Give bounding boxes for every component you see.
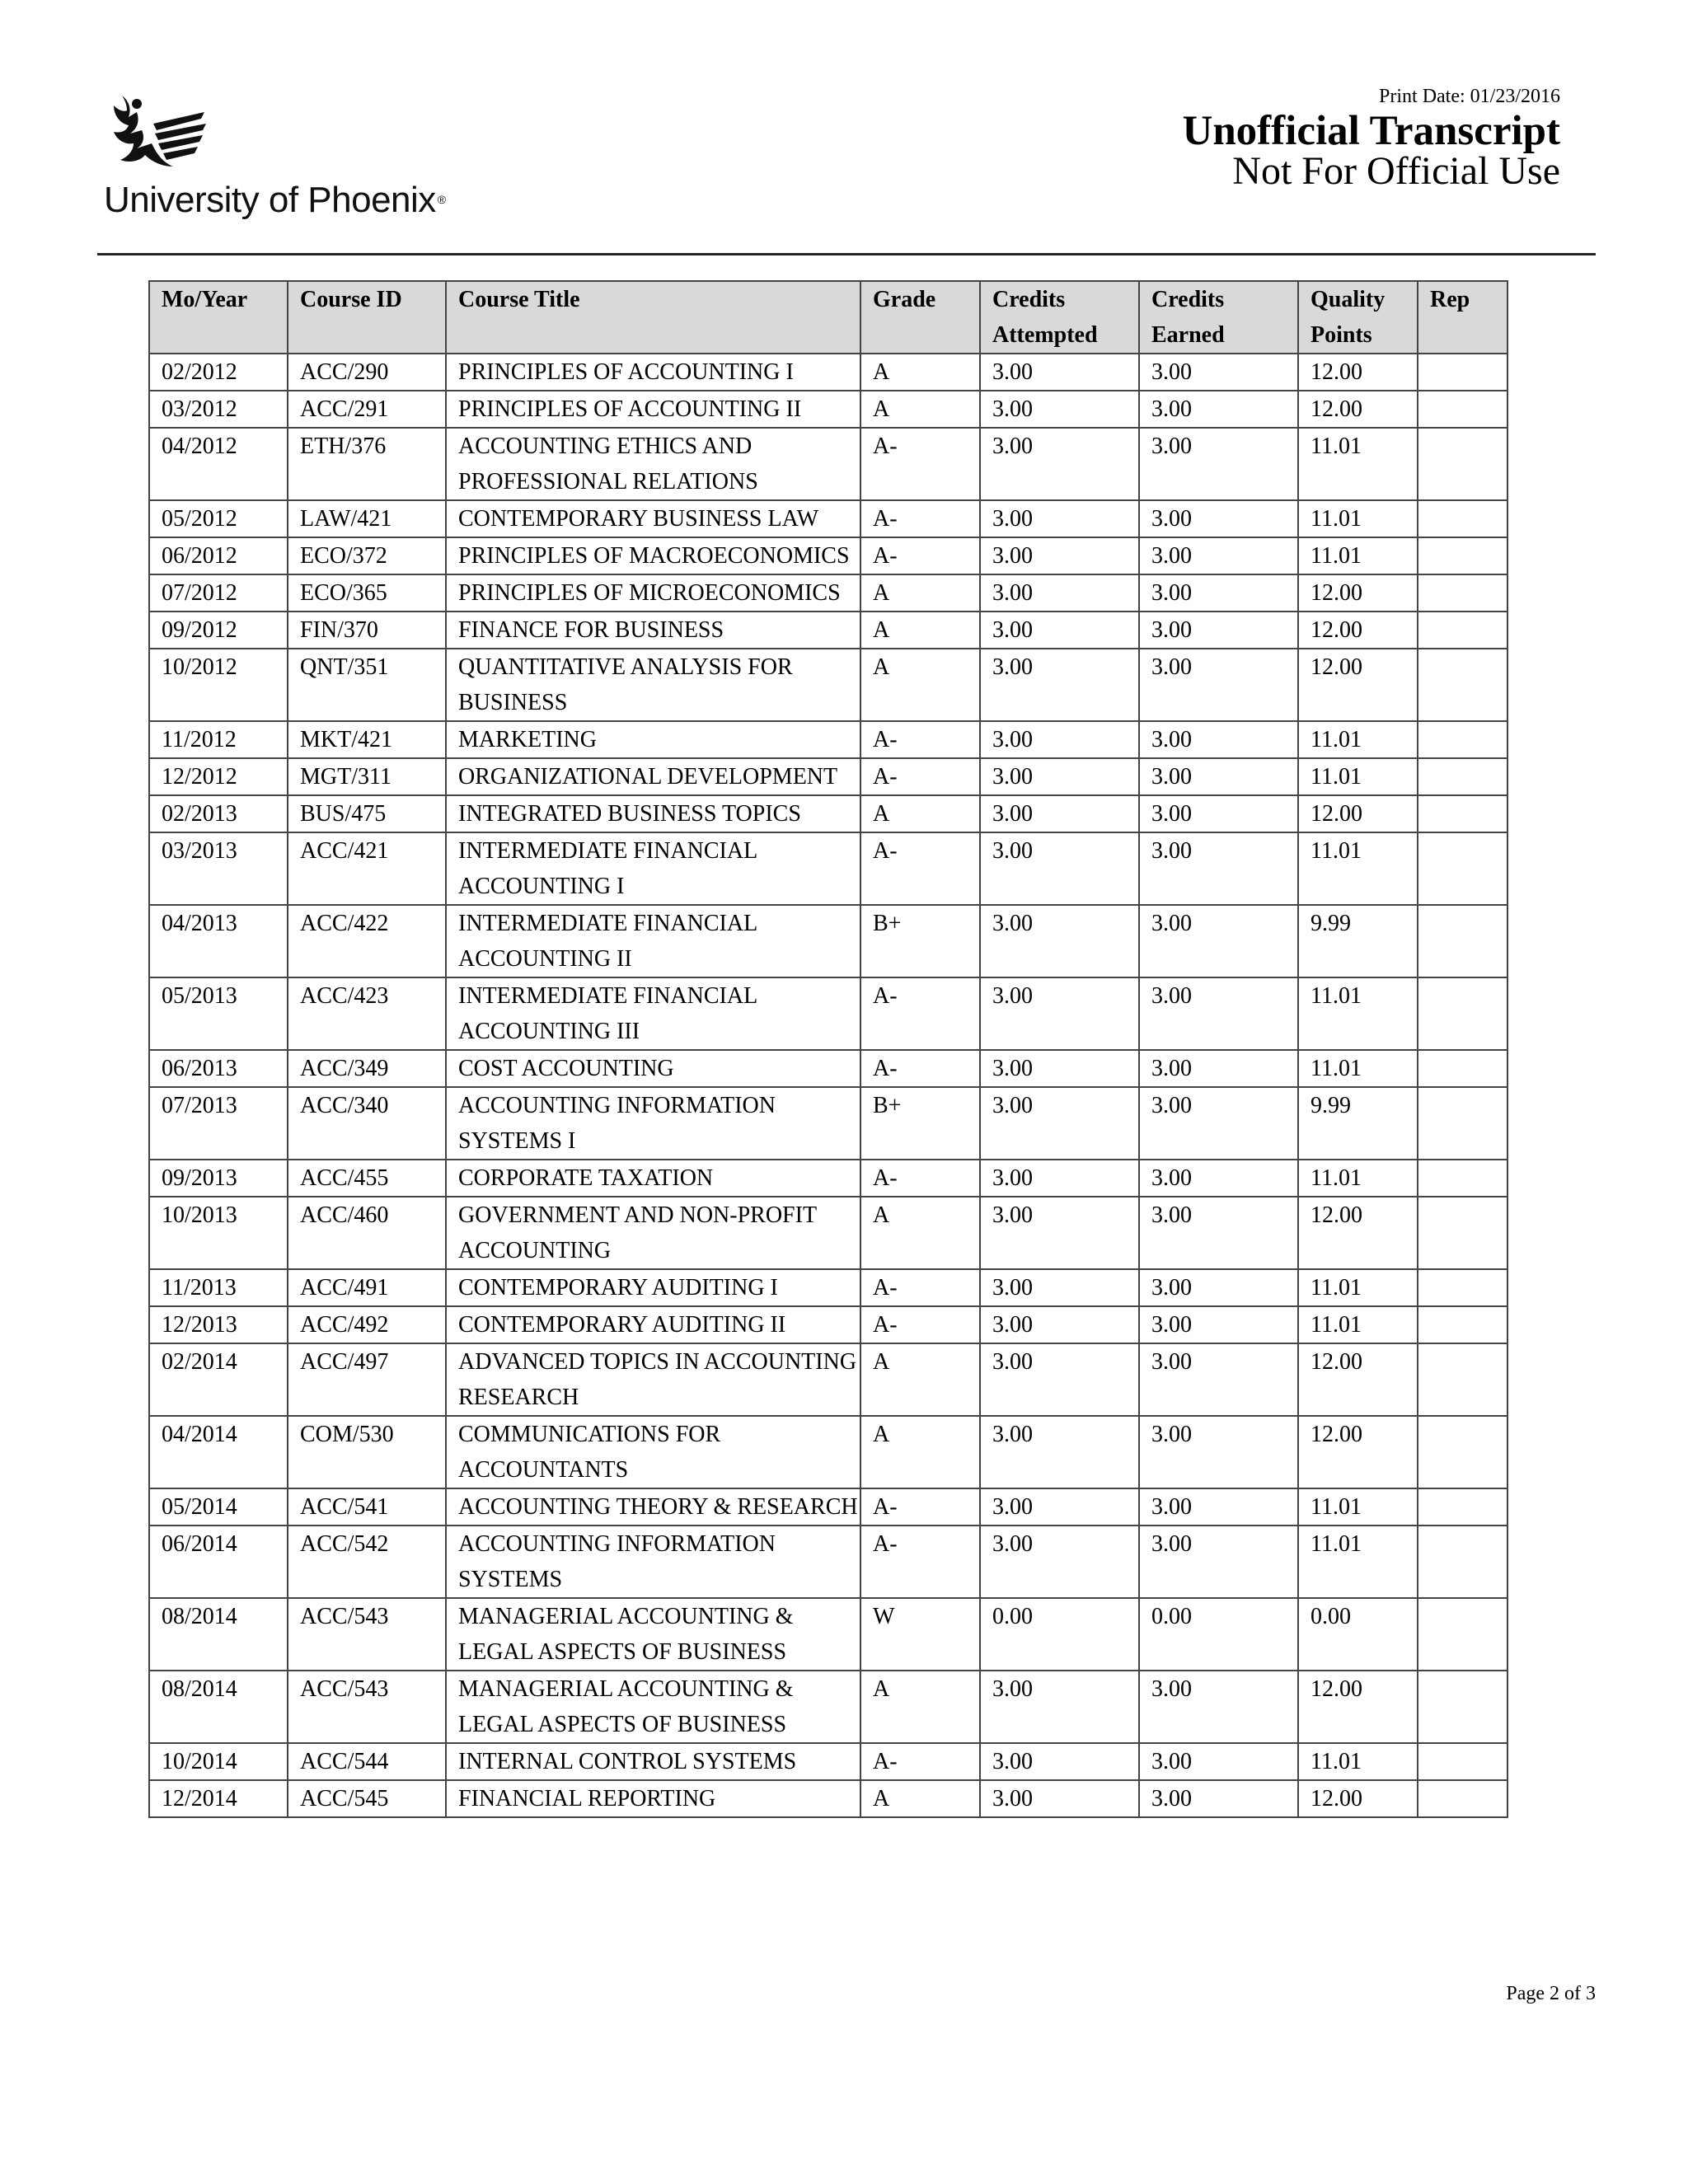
cell-mo-year: 04/2013	[149, 905, 288, 977]
cell-quality-points: 11.01	[1298, 758, 1418, 795]
cell-course-id: ACC/455	[288, 1160, 446, 1197]
cell-credits-attempted: 3.00	[980, 1488, 1139, 1526]
cell-grade: A	[860, 1780, 980, 1817]
cell-mo-year: 06/2012	[149, 537, 288, 574]
cell-credits-earned: 0.00	[1139, 1598, 1298, 1671]
cell-credits-attempted: 3.00	[980, 905, 1139, 977]
cell-course-id: ACC/491	[288, 1269, 446, 1306]
cell-course-id: MKT/421	[288, 721, 446, 758]
column-header-label: Course Title	[458, 287, 580, 312]
cell-mo-year: 12/2013	[149, 1306, 288, 1343]
cell-course-id: ACC/497	[288, 1343, 446, 1416]
cell-credits-earned: 3.00	[1139, 649, 1298, 721]
cell-course-id: MGT/311	[288, 758, 446, 795]
cell-grade: A	[860, 612, 980, 649]
cell-rep	[1418, 537, 1507, 574]
cell-course-title: MANAGERIAL ACCOUNTING & LEGAL ASPECTS OF BUSINESS	[446, 1598, 860, 1671]
cell-credits-attempted: 3.00	[980, 1050, 1139, 1087]
cell-rep	[1418, 795, 1507, 832]
cell-course-title: INTERMEDIATE FINANCIAL ACCOUNTING II	[446, 905, 860, 977]
cell-credits-attempted: 3.00	[980, 428, 1139, 500]
cell-rep	[1418, 1416, 1507, 1488]
table-row	[149, 1343, 1507, 1416]
cell-course-id: ACC/291	[288, 391, 446, 428]
column-header-quality-points	[1298, 281, 1418, 354]
cell-quality-points: 11.01	[1298, 1526, 1418, 1598]
cell-quality-points: 11.01	[1298, 832, 1418, 905]
cell-course-title: PRINCIPLES OF MICROECONOMICS	[446, 574, 860, 612]
cell-grade: A	[860, 1416, 980, 1488]
table-row	[149, 1598, 1507, 1671]
cell-rep	[1418, 1488, 1507, 1526]
table-row	[149, 391, 1507, 428]
cell-credits-attempted: 3.00	[980, 1526, 1139, 1598]
column-header-label: Quality	[1311, 287, 1386, 312]
cell-grade: A-	[860, 977, 980, 1050]
cell-grade: A-	[860, 758, 980, 795]
cell-mo-year: 11/2012	[149, 721, 288, 758]
column-header-credits-earned	[1139, 281, 1298, 354]
cell-credits-attempted: 3.00	[980, 1743, 1139, 1780]
cell-course-id: ACC/492	[288, 1306, 446, 1343]
cell-quality-points: 11.01	[1298, 1488, 1418, 1526]
cell-grade: A	[860, 391, 980, 428]
column-header-grade	[860, 281, 980, 354]
cell-mo-year: 12/2014	[149, 1780, 288, 1817]
cell-credits-earned: 3.00	[1139, 1087, 1298, 1160]
table-row	[149, 1087, 1507, 1160]
cell-credits-earned: 3.00	[1139, 795, 1298, 832]
cell-course-title: GOVERNMENT AND NON-PROFIT ACCOUNTING	[446, 1197, 860, 1269]
cell-rep	[1418, 1050, 1507, 1087]
cell-course-id: QNT/351	[288, 649, 446, 721]
column-header-course-id	[288, 281, 446, 354]
cell-course-title: ORGANIZATIONAL DEVELOPMENT	[446, 758, 860, 795]
cell-quality-points: 11.01	[1298, 1160, 1418, 1197]
cell-course-id: ACC/422	[288, 905, 446, 977]
cell-credits-earned: 3.00	[1139, 1269, 1298, 1306]
cell-mo-year: 09/2013	[149, 1160, 288, 1197]
cell-mo-year: 08/2014	[149, 1598, 288, 1671]
cell-credits-earned: 3.00	[1139, 574, 1298, 612]
cell-grade: A-	[860, 1160, 980, 1197]
table-row	[149, 1416, 1507, 1488]
cell-rep	[1418, 574, 1507, 612]
column-header-rep	[1418, 281, 1507, 354]
column-header-label: Points	[1311, 322, 1372, 348]
column-header-course-title	[446, 281, 860, 354]
column-header-credits-attempted	[980, 281, 1139, 354]
cell-quality-points: 11.01	[1298, 1050, 1418, 1087]
cell-rep	[1418, 1743, 1507, 1780]
cell-credits-attempted: 3.00	[980, 758, 1139, 795]
cell-rep	[1418, 1343, 1507, 1416]
cell-rep	[1418, 721, 1507, 758]
cell-credits-attempted: 3.00	[980, 795, 1139, 832]
table-row	[149, 1160, 1507, 1197]
cell-credits-attempted: 3.00	[980, 354, 1139, 391]
cell-rep	[1418, 905, 1507, 977]
cell-credits-attempted: 3.00	[980, 649, 1139, 721]
cell-course-id: FIN/370	[288, 612, 446, 649]
cell-quality-points: 11.01	[1298, 1306, 1418, 1343]
cell-course-title: CONTEMPORARY BUSINESS LAW	[446, 500, 860, 537]
cell-course-title: MARKETING	[446, 721, 860, 758]
cell-course-id: ACC/543	[288, 1598, 446, 1671]
cell-credits-earned: 3.00	[1139, 977, 1298, 1050]
cell-quality-points: 9.99	[1298, 1087, 1418, 1160]
cell-course-title: ACCOUNTING ETHICS AND PROFESSIONAL RELATIONS	[446, 428, 860, 500]
cell-credits-earned: 3.00	[1139, 1197, 1298, 1269]
table-row	[149, 354, 1507, 391]
cell-credits-earned: 3.00	[1139, 1780, 1298, 1817]
cell-course-id: COM/530	[288, 1416, 446, 1488]
cell-course-id: ACC/542	[288, 1526, 446, 1598]
cell-grade: A-	[860, 1050, 980, 1087]
cell-credits-attempted: 3.00	[980, 1087, 1139, 1160]
cell-grade: A-	[860, 1526, 980, 1598]
cell-course-title: INTERMEDIATE FINANCIAL ACCOUNTING I	[446, 832, 860, 905]
cell-course-title: PRINCIPLES OF MACROECONOMICS	[446, 537, 860, 574]
table-header-row	[149, 281, 1507, 354]
cell-quality-points: 11.01	[1298, 1269, 1418, 1306]
cell-mo-year: 03/2013	[149, 832, 288, 905]
table-row	[149, 977, 1507, 1050]
cell-rep	[1418, 500, 1507, 537]
document-subtitle: Not For Official Use	[1232, 149, 1560, 193]
cell-quality-points: 12.00	[1298, 354, 1418, 391]
cell-mo-year: 09/2012	[149, 612, 288, 649]
column-header-label: Course ID	[300, 287, 402, 312]
cell-credits-earned: 3.00	[1139, 612, 1298, 649]
table-row	[149, 1488, 1507, 1526]
cell-mo-year: 04/2014	[149, 1416, 288, 1488]
cell-mo-year: 08/2014	[149, 1671, 288, 1743]
cell-mo-year: 12/2012	[149, 758, 288, 795]
table-row	[149, 612, 1507, 649]
cell-course-id: ACC/421	[288, 832, 446, 905]
cell-grade: A-	[860, 1488, 980, 1526]
cell-rep	[1418, 428, 1507, 500]
cell-grade: A-	[860, 537, 980, 574]
table-row	[149, 1526, 1507, 1598]
cell-credits-attempted: 3.00	[980, 721, 1139, 758]
cell-rep	[1418, 391, 1507, 428]
cell-rep	[1418, 354, 1507, 391]
cell-credits-attempted: 3.00	[980, 1269, 1139, 1306]
cell-credits-earned: 3.00	[1139, 500, 1298, 537]
cell-quality-points: 12.00	[1298, 1416, 1418, 1488]
cell-credits-earned: 3.00	[1139, 1343, 1298, 1416]
cell-course-id: LAW/421	[288, 500, 446, 537]
cell-credits-attempted: 3.00	[980, 1306, 1139, 1343]
cell-grade: A-	[860, 832, 980, 905]
table-row	[149, 1743, 1507, 1780]
cell-grade: A-	[860, 1743, 980, 1780]
cell-course-id: ACC/349	[288, 1050, 446, 1087]
document-header	[1182, 82, 1560, 191]
phoenix-icon	[104, 91, 211, 181]
cell-mo-year: 02/2014	[149, 1343, 288, 1416]
cell-mo-year: 11/2013	[149, 1269, 288, 1306]
cell-credits-earned: 3.00	[1139, 758, 1298, 795]
cell-course-title: INTERNAL CONTROL SYSTEMS	[446, 1743, 860, 1780]
cell-grade: A	[860, 795, 980, 832]
cell-credits-attempted: 3.00	[980, 832, 1139, 905]
cell-rep	[1418, 832, 1507, 905]
cell-grade: A-	[860, 1269, 980, 1306]
cell-quality-points: 11.01	[1298, 721, 1418, 758]
cell-course-title: INTEGRATED BUSINESS TOPICS	[446, 795, 860, 832]
cell-credits-earned: 3.00	[1139, 1488, 1298, 1526]
table-row	[149, 832, 1507, 905]
cell-course-id: ACC/541	[288, 1488, 446, 1526]
cell-mo-year: 10/2012	[149, 649, 288, 721]
cell-rep	[1418, 1671, 1507, 1743]
cell-grade: A-	[860, 721, 980, 758]
cell-quality-points: 12.00	[1298, 1343, 1418, 1416]
cell-course-title: ACCOUNTING THEORY & RESEARCH	[446, 1488, 860, 1526]
cell-rep	[1418, 1160, 1507, 1197]
table-body	[149, 354, 1507, 1817]
cell-course-id: ACC/543	[288, 1671, 446, 1743]
cell-course-id: ACC/545	[288, 1780, 446, 1817]
cell-grade: A	[860, 649, 980, 721]
table-row	[149, 537, 1507, 574]
cell-credits-attempted: 3.00	[980, 1671, 1139, 1743]
table-row	[149, 758, 1507, 795]
cell-grade: A-	[860, 428, 980, 500]
cell-credits-earned: 3.00	[1139, 905, 1298, 977]
cell-course-id: ACC/423	[288, 977, 446, 1050]
column-header-mo-year	[149, 281, 288, 354]
cell-quality-points: 12.00	[1298, 795, 1418, 832]
cell-grade: A	[860, 354, 980, 391]
cell-course-id: ECO/372	[288, 537, 446, 574]
university-logo	[104, 89, 499, 229]
cell-quality-points: 12.00	[1298, 1780, 1418, 1817]
table-row	[149, 574, 1507, 612]
table-row	[149, 1780, 1507, 1817]
logo-wordmark	[104, 180, 446, 221]
cell-course-title: QUANTITATIVE ANALYSIS FOR BUSINESS	[446, 649, 860, 721]
cell-course-id: BUS/475	[288, 795, 446, 832]
cell-quality-points: 11.01	[1298, 977, 1418, 1050]
cell-rep	[1418, 1780, 1507, 1817]
table-row	[149, 1269, 1507, 1306]
cell-course-title: COMMUNICATIONS FOR ACCOUNTANTS	[446, 1416, 860, 1488]
cell-course-title: ADVANCED TOPICS IN ACCOUNTING RESEARCH	[446, 1343, 860, 1416]
cell-quality-points: 0.00	[1298, 1598, 1418, 1671]
cell-quality-points: 11.01	[1298, 500, 1418, 537]
column-header-label: Grade	[873, 287, 936, 312]
cell-credits-attempted: 3.00	[980, 1197, 1139, 1269]
cell-quality-points: 12.00	[1298, 649, 1418, 721]
cell-credits-earned: 3.00	[1139, 1671, 1298, 1743]
cell-rep	[1418, 649, 1507, 721]
cell-rep	[1418, 1269, 1507, 1306]
cell-course-title: FINANCE FOR BUSINESS	[446, 612, 860, 649]
table-row	[149, 721, 1507, 758]
column-header-label: Mo/Year	[162, 287, 248, 312]
cell-credits-earned: 3.00	[1139, 537, 1298, 574]
cell-course-id: ACC/340	[288, 1087, 446, 1160]
cell-mo-year: 05/2013	[149, 977, 288, 1050]
cell-mo-year: 07/2013	[149, 1087, 288, 1160]
cell-grade: A	[860, 1343, 980, 1416]
cell-grade: A	[860, 1671, 980, 1743]
table-row	[149, 428, 1507, 500]
cell-credits-earned: 3.00	[1139, 1743, 1298, 1780]
cell-grade: W	[860, 1598, 980, 1671]
cell-mo-year: 06/2014	[149, 1526, 288, 1598]
table-row	[149, 795, 1507, 832]
table-row	[149, 1671, 1507, 1743]
cell-credits-earned: 3.00	[1139, 1050, 1298, 1087]
cell-credits-earned: 3.00	[1139, 391, 1298, 428]
cell-rep	[1418, 1598, 1507, 1671]
cell-mo-year: 05/2014	[149, 1488, 288, 1526]
cell-course-id: ACC/544	[288, 1743, 446, 1780]
cell-credits-attempted: 3.00	[980, 537, 1139, 574]
cell-credits-earned: 3.00	[1139, 354, 1298, 391]
cell-mo-year: 02/2013	[149, 795, 288, 832]
cell-rep	[1418, 977, 1507, 1050]
cell-course-id: ACC/290	[288, 354, 446, 391]
cell-mo-year: 10/2013	[149, 1197, 288, 1269]
cell-grade: A	[860, 1197, 980, 1269]
cell-quality-points: 11.01	[1298, 1743, 1418, 1780]
cell-grade: B+	[860, 1087, 980, 1160]
cell-course-title: FINANCIAL REPORTING	[446, 1780, 860, 1817]
cell-rep	[1418, 1087, 1507, 1160]
cell-quality-points: 12.00	[1298, 612, 1418, 649]
cell-course-title: ACCOUNTING INFORMATION SYSTEMS	[446, 1526, 860, 1598]
cell-course-title: MANAGERIAL ACCOUNTING & LEGAL ASPECTS OF BUSINESS	[446, 1671, 860, 1743]
cell-quality-points: 12.00	[1298, 1197, 1418, 1269]
cell-course-id: ACC/460	[288, 1197, 446, 1269]
cell-credits-earned: 3.00	[1139, 428, 1298, 500]
cell-credits-attempted: 3.00	[980, 574, 1139, 612]
cell-credits-attempted: 3.00	[980, 391, 1139, 428]
cell-course-title: PRINCIPLES OF ACCOUNTING I	[446, 354, 860, 391]
page-number: Page 2 of 3	[1506, 1983, 1596, 2004]
cell-grade: B+	[860, 905, 980, 977]
header-divider	[97, 253, 1596, 255]
transcript-table	[148, 280, 1508, 1818]
cell-credits-attempted: 3.00	[980, 1343, 1139, 1416]
cell-credits-attempted: 3.00	[980, 1780, 1139, 1817]
column-header-label: Credits	[992, 287, 1066, 312]
print-date: Print Date: 01/23/2016	[1379, 86, 1560, 107]
cell-course-title: INTERMEDIATE FINANCIAL ACCOUNTING III	[446, 977, 860, 1050]
table-row	[149, 500, 1507, 537]
registered-mark: ®	[437, 193, 446, 206]
cell-credits-attempted: 3.00	[980, 500, 1139, 537]
cell-course-title: COST ACCOUNTING	[446, 1050, 860, 1087]
cell-grade: A	[860, 574, 980, 612]
cell-mo-year: 02/2012	[149, 354, 288, 391]
cell-grade: A-	[860, 1306, 980, 1343]
cell-rep	[1418, 612, 1507, 649]
cell-rep	[1418, 1526, 1507, 1598]
cell-course-title: PRINCIPLES OF ACCOUNTING II	[446, 391, 860, 428]
cell-credits-earned: 3.00	[1139, 1160, 1298, 1197]
cell-mo-year: 10/2014	[149, 1743, 288, 1780]
table-row	[149, 1306, 1507, 1343]
cell-quality-points: 12.00	[1298, 391, 1418, 428]
cell-quality-points: 12.00	[1298, 574, 1418, 612]
cell-mo-year: 06/2013	[149, 1050, 288, 1087]
cell-credits-attempted: 0.00	[980, 1598, 1139, 1671]
column-header-label: Rep	[1430, 287, 1470, 312]
cell-credits-earned: 3.00	[1139, 721, 1298, 758]
cell-credits-attempted: 3.00	[980, 612, 1139, 649]
cell-credits-attempted: 3.00	[980, 1160, 1139, 1197]
cell-course-title: ACCOUNTING INFORMATION SYSTEMS I	[446, 1087, 860, 1160]
table-row	[149, 649, 1507, 721]
cell-credits-earned: 3.00	[1139, 1526, 1298, 1598]
cell-credits-earned: 3.00	[1139, 1306, 1298, 1343]
cell-credits-attempted: 3.00	[980, 1416, 1139, 1488]
column-header-label: Attempted	[992, 322, 1098, 348]
cell-quality-points: 12.00	[1298, 1671, 1418, 1743]
cell-mo-year: 04/2012	[149, 428, 288, 500]
cell-quality-points: 11.01	[1298, 428, 1418, 500]
cell-course-title: CONTEMPORARY AUDITING I	[446, 1269, 860, 1306]
document-title: Unofficial Transcript	[1182, 108, 1560, 154]
cell-rep	[1418, 758, 1507, 795]
cell-mo-year: 07/2012	[149, 574, 288, 612]
cell-course-title: CONTEMPORARY AUDITING II	[446, 1306, 860, 1343]
cell-mo-year: 03/2012	[149, 391, 288, 428]
column-header-label: Earned	[1151, 322, 1225, 348]
cell-quality-points: 9.99	[1298, 905, 1418, 977]
cell-credits-attempted: 3.00	[980, 977, 1139, 1050]
column-header-label: Credits	[1151, 287, 1225, 312]
table-row	[149, 905, 1507, 977]
logo-text: University of Phoenix	[104, 180, 436, 220]
cell-rep	[1418, 1197, 1507, 1269]
cell-course-id: ECO/365	[288, 574, 446, 612]
cell-mo-year: 05/2012	[149, 500, 288, 537]
cell-course-id: ETH/376	[288, 428, 446, 500]
cell-credits-earned: 3.00	[1139, 1416, 1298, 1488]
table-row	[149, 1050, 1507, 1087]
cell-grade: A-	[860, 500, 980, 537]
table-row	[149, 1197, 1507, 1269]
cell-rep	[1418, 1306, 1507, 1343]
cell-credits-earned: 3.00	[1139, 832, 1298, 905]
cell-course-title: CORPORATE TAXATION	[446, 1160, 860, 1197]
cell-quality-points: 11.01	[1298, 537, 1418, 574]
